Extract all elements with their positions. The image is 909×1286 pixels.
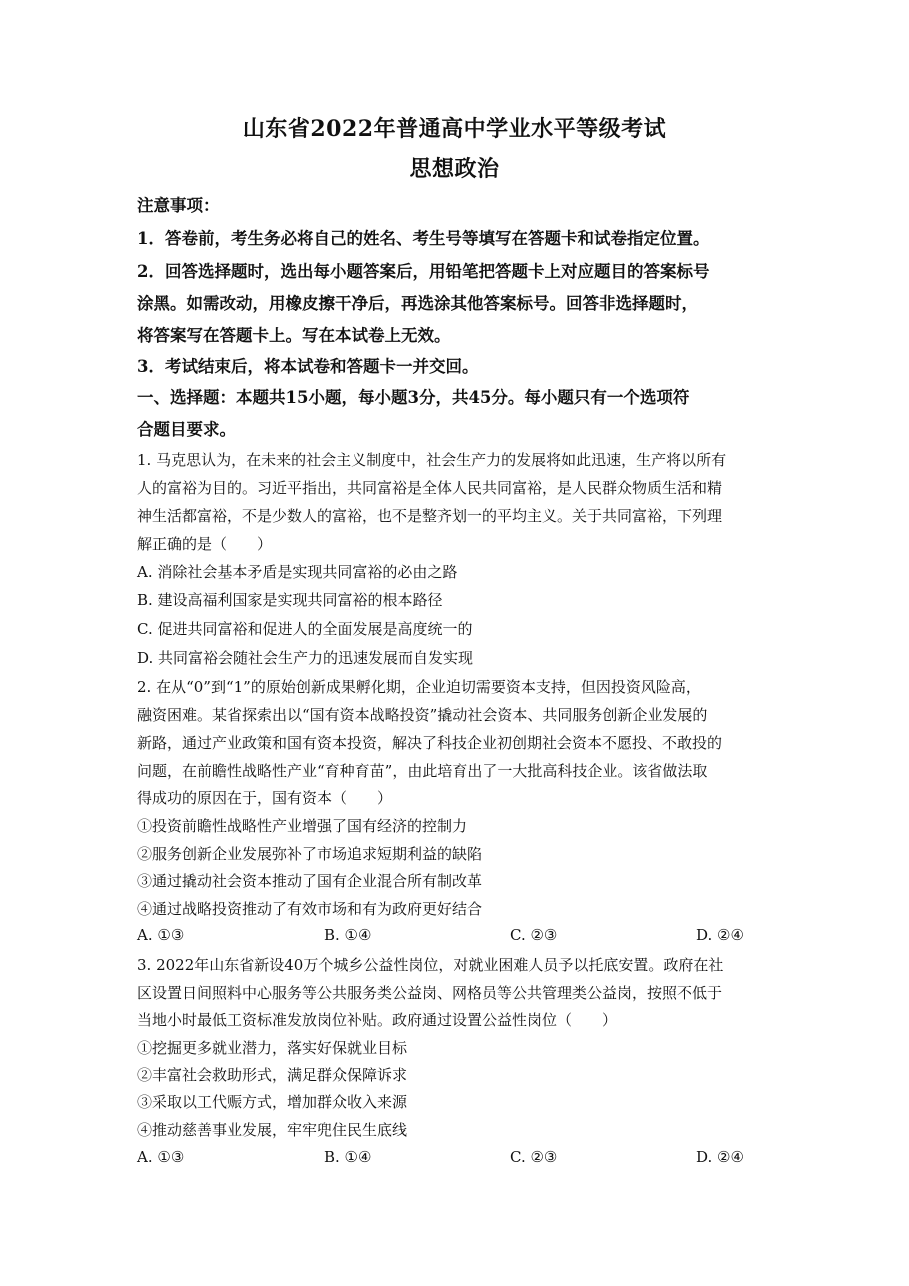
q1-stem-line: 1. 马克思认为，在未来的社会主义制度中，社会生产力的发展将如此迅速，生产将以所有	[137, 451, 727, 469]
q2-choice-a: A. ①③	[137, 926, 185, 944]
q2-choice-c: C. ②③	[510, 926, 558, 944]
q1-option-a: A. 消除社会基本矛盾是实现共同富裕的必由之路	[137, 563, 458, 581]
q3-stem-line: 当地小时最低工资标准发放岗位补贴。政府通过设置公益性岗位（ ）	[137, 1011, 618, 1029]
q3-stem-line: 3. 2022年山东省新设40万个城乡公益性岗位，对就业困难人员予以托底安置。政府在社	[137, 956, 724, 974]
q2-statement: ①投资前瞻性战略性产业增强了国有经济的控制力	[137, 817, 468, 835]
q2-choices	[137, 925, 777, 945]
q2-stem-line: 问题，在前瞻性战略性产业“育种育苗”，由此培育出了一大批高科技企业。该省做法取	[137, 762, 708, 780]
q2-statement: ③通过撬动社会资本推动了国有企业混合所有制改革	[137, 872, 483, 890]
q2-choice-b: B. ①④	[324, 926, 372, 944]
note-item-3: 3．考试结束后，将本试卷和答题卡一并交回。	[137, 357, 479, 376]
q3-choice-a: A. ①③	[137, 1148, 185, 1166]
q2-stem-line: 2. 在从“0”到“1”的原始创新成果孵化期，企业迫切需要资本支持，但因投资风险高，	[137, 678, 701, 696]
q2-statement: ④通过战略投资推动了有效市场和有为政府更好结合	[137, 900, 483, 918]
q3-statement: ②丰富社会救助形式，满足群众保障诉求	[137, 1066, 408, 1084]
note-item-2-line-3: 将答案写在答题卡上。写在本试卷上无效。	[137, 326, 451, 345]
q3-choice-d: D. ②④	[696, 1148, 744, 1166]
q3-stem-line: 区设置日间照料中心服务等公共服务类公益岗、网格员等公共管理类公益岗，按照不低于	[137, 984, 723, 1002]
q1-option-b: B. 建设高福利国家是实现共同富裕的根本路径	[137, 591, 443, 609]
section-heading-line-1: 一、选择题：本题共15小题，每小题3分，共45分。每小题只有一个选项符	[137, 388, 690, 407]
note-item-2-line-2: 涂黑。如需改动，用橡皮擦干净后，再选涂其他答案标号。回答非选择题时，	[137, 294, 698, 313]
q1-stem-line: 神生活都富裕，不是少数人的富裕，也不是整齐划一的平均主义。关于共同富裕，下列理	[137, 507, 723, 525]
q3-statement: ①挖掘更多就业潜力，落实好保就业目标	[137, 1039, 408, 1057]
note-item-1: 1．答卷前，考生务必将自己的姓名、考生号等填写在答题卡和试卷指定位置。	[137, 229, 710, 248]
q2-choice-d: D. ②④	[696, 926, 744, 944]
q1-stem-line: 解正确的是（ ）	[137, 535, 273, 553]
q1-option-d: D. 共同富裕会随社会生产力的迅速发展而自发实现	[137, 649, 474, 667]
q1-stem-line: 人的富裕为目的。习近平指出，共同富裕是全体人民共同富裕，是人民群众物质生活和精	[137, 479, 723, 497]
q3-statement: ③采取以工代赈方式，增加群众收入来源	[137, 1093, 408, 1111]
note-item-2-line-1: 2．回答选择题时，选出每小题答案后，用铅笔把答题卡上对应题目的答案标号	[137, 262, 710, 281]
q2-stem-line: 融资困难。某省探索出以“国有资本战略投资”撬动社会资本、共同服务创新企业发展的	[137, 706, 708, 724]
q2-stem-line: 新路，通过产业政策和国有资本投资，解决了科技企业初创期社会资本不愿投、不敢投的	[137, 734, 723, 752]
q3-choice-c: C. ②③	[510, 1148, 558, 1166]
notes-heading: 注意事项：	[137, 196, 220, 215]
q3-choice-b: B. ①④	[324, 1148, 372, 1166]
q2-stem-line: 得成功的原因在于，国有资本（ ）	[137, 789, 393, 807]
q3-choices	[137, 1147, 777, 1167]
subject-title: 思想政治	[409, 156, 500, 182]
section-heading-line-2: 合题目要求。	[137, 420, 236, 439]
exam-title: 山东省2022年普通高中学业水平等级考试	[242, 116, 667, 142]
q2-statement: ②服务创新企业发展弥补了市场追求短期利益的缺陷	[137, 845, 483, 863]
q1-option-c: C. 促进共同富裕和促进人的全面发展是高度统一的	[137, 620, 473, 638]
q3-statement: ④推动慈善事业发展，牢牢兜住民生底线	[137, 1121, 408, 1139]
